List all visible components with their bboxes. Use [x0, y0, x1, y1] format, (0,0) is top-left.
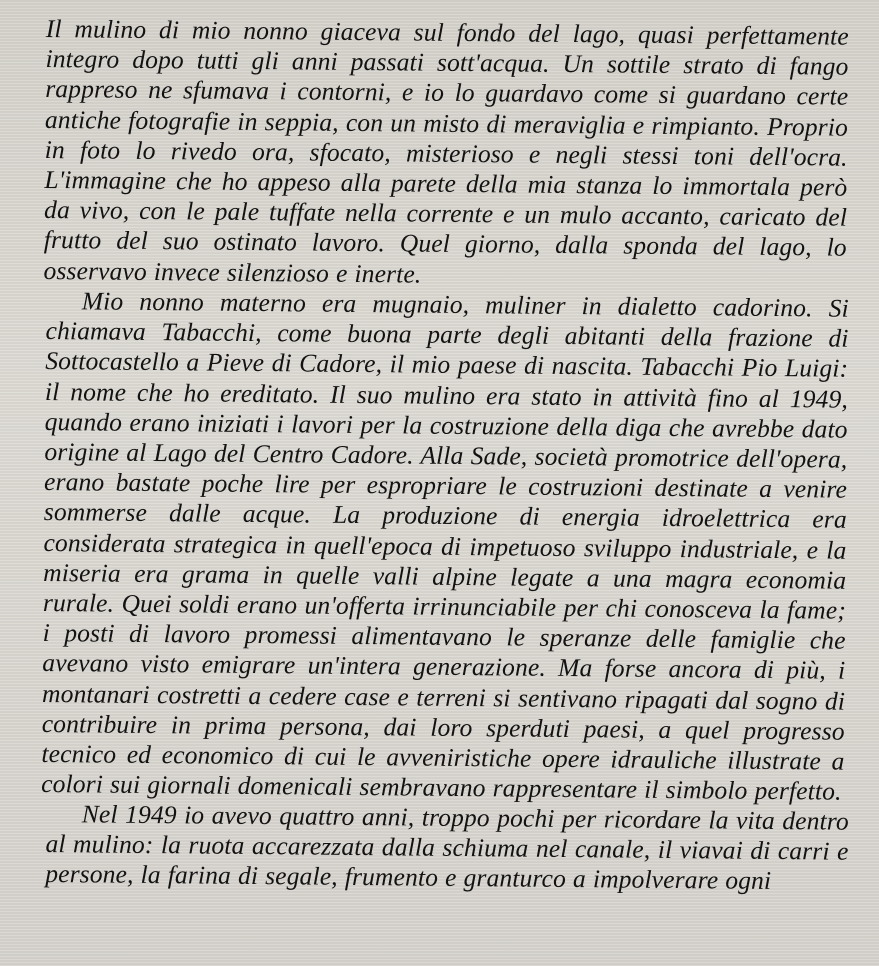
paragraph-3: Nel 1949 io avevo quattro anni, troppo pochi per ricordare la vita dentro al mulino: la ruota accarezzata dalla schiuma nel canale, il viavai di carri e persone, la farina di segale, frumento e granturco a impolverare ogni [45, 799, 849, 896]
paragraph-2: Mio nonno materno era mugnaio, muliner in dialetto cadorino. Si chiamava Tabacchi, come buona parte degli abitanti della frazione di Sottocastello a Pieve di Cadore, il mio paese di nascita. Tabacchi Pio Luigi: il nome che ho ereditato. Il suo mulino era stato in attività fino al 1949, quando erano iniziati i lavori per la costruzione della diga che avrebbe dato origine al Lago del Centro Cadore. Alla Sade, società promotrice dell'opera, erano bastate poche lire per espropriare le costruzioni destinate a venire sommerse dalle acque. La produzione di energia idroelettrica era considerata strategica in quell'epoca di impetuoso sviluppo industriale, e la miseria era grama in quelle valli alpine legate a una magra economia rurale. Quei soldi erano un'offerta irrinunciabile per chi conosceva la fame; i posti di lavoro promessi alimentavano le speranze delle famiglie che avevano visto emigrare un'intera generazione. Ma forse ancora di più, i montanari costretti a cedere case e terreni si sentivano ripagati dal sogno di contribuire in prima persona, dai loro sperduti paesi, a quel progresso tecnico ed economico di cui le avveniristiche opere idrauliche illustrate a colori sui giornali domenicali sembravano rappresentare il simbolo perfetto. [41, 286, 849, 806]
paragraph-1: Il mulino di mio nonno giaceva sul fondo del lago, quasi perfettamente integro dopo tutti gli anni passati sott'acqua. Un sottile strato di fango rappreso ne sfumava i contorni, e io lo guardavo come si guardano certe antiche fotografie in seppia, con un misto di meraviglia e rimpianto. Proprio in foto lo rivedo ora, sfocato, misterioso e negli stessi toni dell'ocra. L'immagine che ho appeso alla parete della mia stanza lo immortala però da vivo, con le pale tuffate nella corrente e un mulo accanto, caricato del frutto del suo ostinato lavoro. Quel giorno, dalla sponda del lago, lo osservavo invece silenzioso e inerte. [43, 14, 849, 289]
